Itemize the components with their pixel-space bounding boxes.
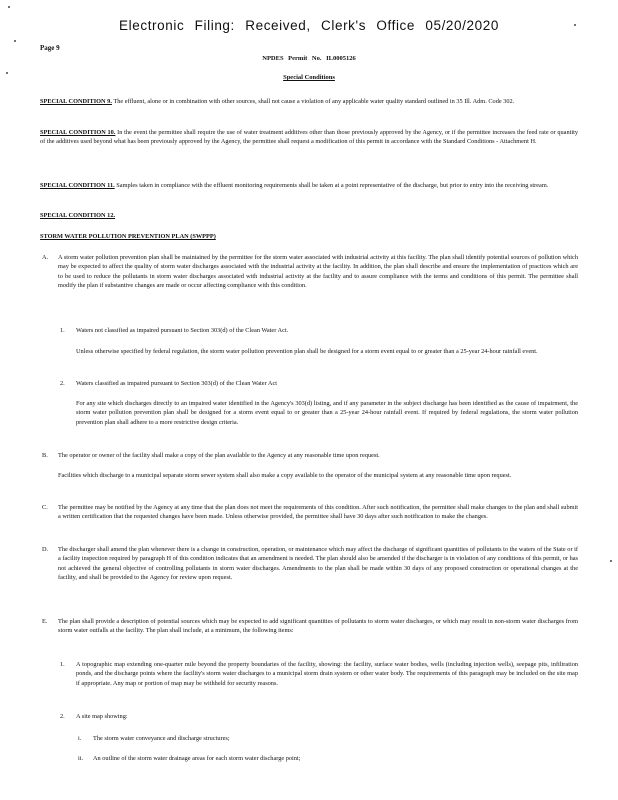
special-condition-9 — [40, 97, 578, 106]
condition-text: In the event the permittee shall require the use of water treatment additives other than those previously approved by the Agency, or if the permittee increases the feed rate or quantity of the additives used beyond what has been previously approved by the Agency, the permittee shall request a modification of this permit in accordance with the Standard Conditions - Attachment H. — [40, 129, 578, 146]
condition-label: SPECIAL CONDITION 9. — [40, 98, 112, 105]
condition-label: SPECIAL CONDITION 10. — [40, 129, 116, 136]
item-e-marker: E. — [42, 618, 48, 625]
item-b-detail: Facilities which discharge to a municipal separate storm sewer system shall also make a copy available to the operator of the municipal system at any reasonable time upon request. — [58, 472, 512, 479]
item-e2ii-text: An outline of the storm water drainage areas for each storm water discharge point; — [93, 755, 301, 762]
item-b-marker: B. — [42, 452, 48, 459]
item-e2i-marker: i. — [78, 735, 82, 742]
item-a2-text: Waters classified as impaired pursuant to Section 303(d) of the Clean Water Act — [76, 380, 278, 387]
item-c-text: The permittee may be notified by the Agency at any time that the plan does not meet the requirements of this condition. After such notification, the permittee shall make changes to the plan and shall submit a written certification that the requested changes have been made. Unless otherwise provided, the permittee shall have 30 days after such notification to make the changes. — [58, 504, 578, 521]
page-number: Page 9 — [40, 44, 60, 52]
item-b-text: The operator or owner of the facility shall make a copy of the plan available to the Agency at any reasonable time upon request. — [58, 452, 380, 459]
item-c-marker: C. — [42, 504, 48, 511]
item-a2-detail: For any site which discharges directly to an impaired water identified in the Agency's 303(d) listing, and if any parameter in the subject discharge has been identified as the cause of impairment, the storm water pollution prevention plan shall be designed for a storm event equal to or greater than a 25-year 24-hour rainfall event. If required by federal regulations, the storm water pollution prevention plan shall adhere to a more restrictive design criteria. — [76, 400, 578, 426]
condition-label: SPECIAL CONDITION 11. — [40, 182, 115, 189]
item-e2ii-marker: ii. — [78, 755, 84, 762]
item-e-text: The plan shall provide a description of potential sources which may be expected to add significant quantities of pollutants to storm water discharges, or which may result in non-storm water discharges from storm water outfalls at the facility. The plan shall include, at a minimum, the following items: — [58, 618, 578, 635]
swppp-title: STORM WATER POLLUTION PREVENTION PLAN (SWPPP) — [40, 233, 216, 240]
item-e2i-text: The storm water conveyance and discharge structures; — [93, 735, 230, 742]
item-a-marker: A. — [42, 254, 49, 261]
condition-text: Samples taken in compliance with the effluent monitoring requirements shall be taken at a point representative of the discharge, but prior to entry into the receiving stream. — [116, 182, 549, 189]
special-condition-11 — [40, 181, 578, 190]
scan-speck — [14, 40, 16, 42]
item-a1-marker: 1. — [60, 327, 65, 334]
item-e1-text: A topographic map extending one-quarter mile beyond the property boundaries of the facility, showing: the facility, surface water bodies, wells (including injection wells), seepage pits, infiltration ponds, and the discharge points where the facility's storm water discharges to a municipal storm drain system or other water body. The requirements of this paragraph may be included on the site map if appropriate. Any map or portion of map may be withheld for security reasons. — [76, 661, 578, 687]
item-d-text: The discharger shall amend the plan whenever there is a change in construction, operation, or maintenance which may affect the discharge of significant quantities of pollutants to the waters of the State or if a facility inspection required by paragraph H of this condition indicates that an amendment is needed. The plan should also be amended if the discharger is in violation of any conditions of this permit, or has not achieved the general objective of controlling pollutants in storm water discharges. Amendments to the plan shall be made within 30 days of any proposed construction or operational changes at the facility, and shall be provided to the Agency for review upon request. — [58, 546, 578, 582]
item-e1-marker: 1. — [60, 661, 65, 668]
item-d-marker: D. — [42, 546, 49, 553]
special-condition-10 — [40, 128, 578, 147]
scan-speck — [8, 6, 10, 8]
permit-number: NPDES Permit No. IL0005126 — [262, 55, 356, 62]
special-condition-12 — [40, 211, 578, 220]
item-a2-marker: 2. — [60, 380, 65, 387]
filing-stamp-header: Electronic Filing: Received, Clerk's Office 05/20/2020 — [119, 18, 499, 33]
item-e2-text: A site map showing: — [76, 713, 128, 720]
item-a1-text: Waters not classified as impaired pursuant to Section 303(d) of the Clean Water Act. — [76, 327, 289, 334]
condition-label: SPECIAL CONDITION 12. — [40, 212, 116, 219]
item-a-text: A storm water pollution prevention plan shall be maintained by the permittee for the storm water associated with industrial activity at this facility. The plan shall identify potential sources of pollution which may be expected to affect the quality of storm water discharges associated with the industrial activity at the facility. In addition, the plan shall describe and ensure the implementation of practices which are to be used to reduce the pollutants in storm water discharges associated with industrial activity at the facility and to assure compliance with the terms and conditions of this permit. The permittee shall modify the plan if substantive changes are made or occur affecting compliance with this condition. — [58, 254, 578, 290]
section-title: Special Conditions — [283, 74, 335, 81]
item-a1-detail: Unless otherwise specified by federal regulation, the storm water pollution prevention plan shall be designed for a storm event equal to or greater than a 25-year 24-hour rainfall event. — [76, 348, 538, 355]
item-e2-marker: 2. — [60, 713, 65, 720]
scan-speck — [610, 560, 612, 562]
swppp-heading — [40, 232, 578, 241]
condition-text: The effluent, alone or in combination with other sources, shall not cause a violation of any applicable water quality standard outlined in 35 Ill. Adm. Code 302. — [113, 98, 515, 105]
